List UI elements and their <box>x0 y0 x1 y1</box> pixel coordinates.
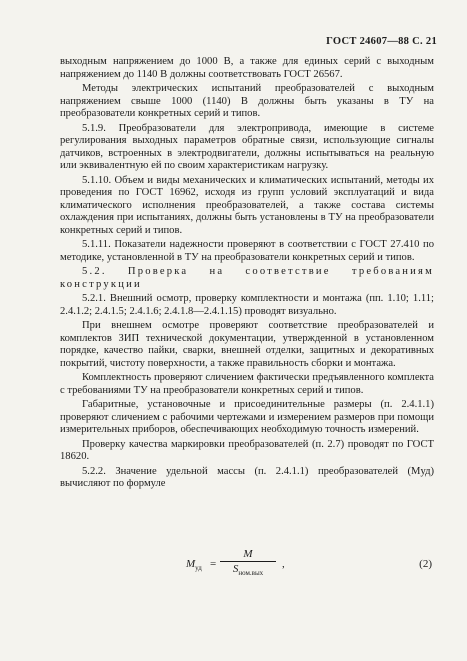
paragraph: выходным напряжением до 1000 В, а также для единых серий с выходным напряжением до 1140 В должны соответствовать ГОСТ 26567. <box>60 56 434 80</box>
paragraph: Методы электрических испытаний преобразователей с выходным напряжением свыше 1000 (1140) В должны быть указаны в ТУ на преобразователи конкретных серий и типов. <box>60 83 434 119</box>
formula-denominator-symbol: S <box>232 563 239 575</box>
running-head: ГОСТ 24607—88 С. 21 <box>326 36 437 47</box>
section-heading: 5.2. Проверка на соответствие требованиям конструкции <box>60 266 434 290</box>
paragraph: 5.1.9. Преобразователи для электропривода, имеющие в системе регулирования выходных параметров обратные связи, использующие сигналы датчиков, встроенных в электродвигатели, должны испытываться на реальную или эквивалентную ей по своим характеристикам нагрузку. <box>60 122 434 171</box>
paragraph: 5.2.1. Внешний осмотр, проверку комплектности и монтажа (пп. 1.10; 1.11; 2.4.1.2; 2.4.1.5; 2.4.1.6; 2.4.1.8—2.4.1.15) проводят визуально. <box>60 293 434 317</box>
formula-denominator <box>220 563 276 577</box>
formula-comma: , <box>282 558 285 570</box>
paragraph: Габаритные, установочные и присоединительные размеры (п. 2.4.1.1) проверяют сличением с рабочими чертежами и измерением размеров при помощи измерительных приборов, обеспечивающих необходимую точность измерений. <box>60 399 434 435</box>
formula-equals: = <box>210 558 217 570</box>
paragraph: 5.1.11. Показатели надежности проверяют в соответствии с ГОСТ 27.410 по методике, установленной в ТУ на преобразователи конкретных серий и типов. <box>60 239 434 263</box>
paragraph: Комплектность проверяют сличением фактически предъявленного комплекта с требованиями ТУ на преобразователи конкретных серий и типов. <box>60 372 434 396</box>
formula-lhs <box>186 558 202 572</box>
paragraph: При внешнем осмотре проверяют соответствие преобразователей и комплектов ЗИП технической документации, утвержденной в установленном порядке, качество пайки, сварки, внешней отделки, защитных и декоративных покрытий, чистоту поверхности, а также правильность сборки и монтажа. <box>60 320 434 369</box>
paragraph: 5.1.10. Объем и виды механических и климатических испытаний, методы их проведения по ГОСТ 16962, исходя из групп условий эксплуатаций и вида климатического исполнения преобразователей, а также состава системы охлаждения при испытаниях, должны быть установлены в ТУ на преобразователи конкретных серий и типов. <box>60 174 434 236</box>
paragraph: Проверку качества маркировки преобразователей (п. 2.7) проводят по ГОСТ 18620. <box>60 438 434 462</box>
formula-numerator: M <box>243 548 253 560</box>
formula-lhs-symbol: M <box>186 558 196 570</box>
fraction-bar <box>220 561 276 562</box>
document-body <box>60 56 434 493</box>
formula <box>60 548 434 582</box>
formula-fraction <box>220 548 276 577</box>
formula-lhs-subscript: уд <box>195 564 202 573</box>
equation-number: (2) <box>419 558 432 570</box>
formula-denominator-subscript: ном.вых <box>238 569 264 578</box>
paragraph: 5.2.2. Значение удельной массы (п. 2.4.1.1) преобразователей (Mуд) вычисляют по формуле <box>60 465 434 489</box>
